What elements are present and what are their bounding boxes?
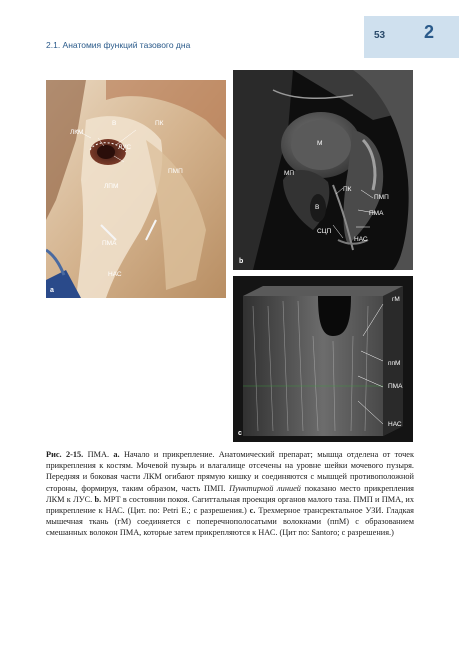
figure-caption <box>46 449 414 539</box>
caption-a-label: a. <box>113 450 120 459</box>
label-v: В <box>315 204 320 211</box>
caption-fig-label: Рис. 2-15. <box>46 450 84 459</box>
figure-panel-c <box>233 276 413 442</box>
label-nas: НАС <box>108 271 122 278</box>
chapter-box <box>414 16 459 58</box>
chapter-number: 2 <box>424 22 435 42</box>
label-m: М <box>317 140 323 147</box>
label-pma: ПМА <box>388 383 403 390</box>
label-gm: гМ <box>392 296 400 303</box>
caption-a-text: Начало и прикрепление. Анатомический препарат; мышца отделена от точек прикрепления к костям. Мочевой пузырь и влагалище отсечены на уровне шейки мочевого пузыря. Передняя и боковая части ЛКМ огибают прямую кишку и соединяются с мышцей противоположной стороны, формируя, таким образом, часть ПМП. <box>46 450 414 493</box>
label-pmp: ПМП <box>168 168 183 175</box>
specimen-photo <box>46 80 226 298</box>
page-number-box <box>364 16 414 58</box>
label-pma: ПМА <box>369 210 384 217</box>
label-scp: СЦП <box>317 228 332 235</box>
caption-a-text2: показано место прикрепления ЛКМ к ЛУС. <box>46 483 414 504</box>
figure-panel-b <box>233 70 413 270</box>
label-pk: ПК <box>343 186 352 193</box>
caption-b-text: МРТ в состоянии покоя. Сагиттальная проекция органов малого таза. ПМП и ПМА, их прикрепление к НАС. (Цит. по: Petri E.; с разрешения.) <box>46 494 414 516</box>
label-mp: МП <box>284 170 295 177</box>
label-pma: ПМА <box>102 240 117 247</box>
caption-b-label: b. <box>94 494 102 504</box>
caption-a-italic: Пунктирной линией <box>229 483 301 493</box>
caption-c-label: c. <box>249 506 256 516</box>
panel-letter-c: c <box>238 430 242 437</box>
label-ppm: ппМ <box>388 360 401 367</box>
caption-fig-title: ПМА. <box>83 450 114 459</box>
label-pk: ПК <box>155 120 164 127</box>
label-lkm: ЛКМ <box>70 129 84 136</box>
label-lus: ЛУС <box>118 144 132 151</box>
section-title: 2.1. Анатомия функций тазового дна <box>46 40 191 50</box>
label-v: В <box>112 120 117 127</box>
caption-c-text: Трехмерное трансректальное УЗИ. Гладкая мышечная ткань (гМ) соединяется с поперечнополосатыми волокнами (ппМ) с образованием смешанных волокон ПМА, которые затем прикрепляются к НАС. (Цит по: Santoro; с разрешения.) <box>46 506 414 538</box>
label-pmp: ПМП <box>374 194 389 201</box>
page-number: 53 <box>374 30 386 41</box>
panel-letter-b: b <box>239 258 244 265</box>
panel-letter-a: a <box>50 287 54 294</box>
label-nas: НАС <box>354 236 368 243</box>
ultrasound-image <box>233 276 413 442</box>
figure-panel-a <box>46 80 226 298</box>
label-lpm: ЛПМ <box>104 183 119 190</box>
mri-image <box>233 70 413 270</box>
label-nas: НАС <box>388 421 402 428</box>
